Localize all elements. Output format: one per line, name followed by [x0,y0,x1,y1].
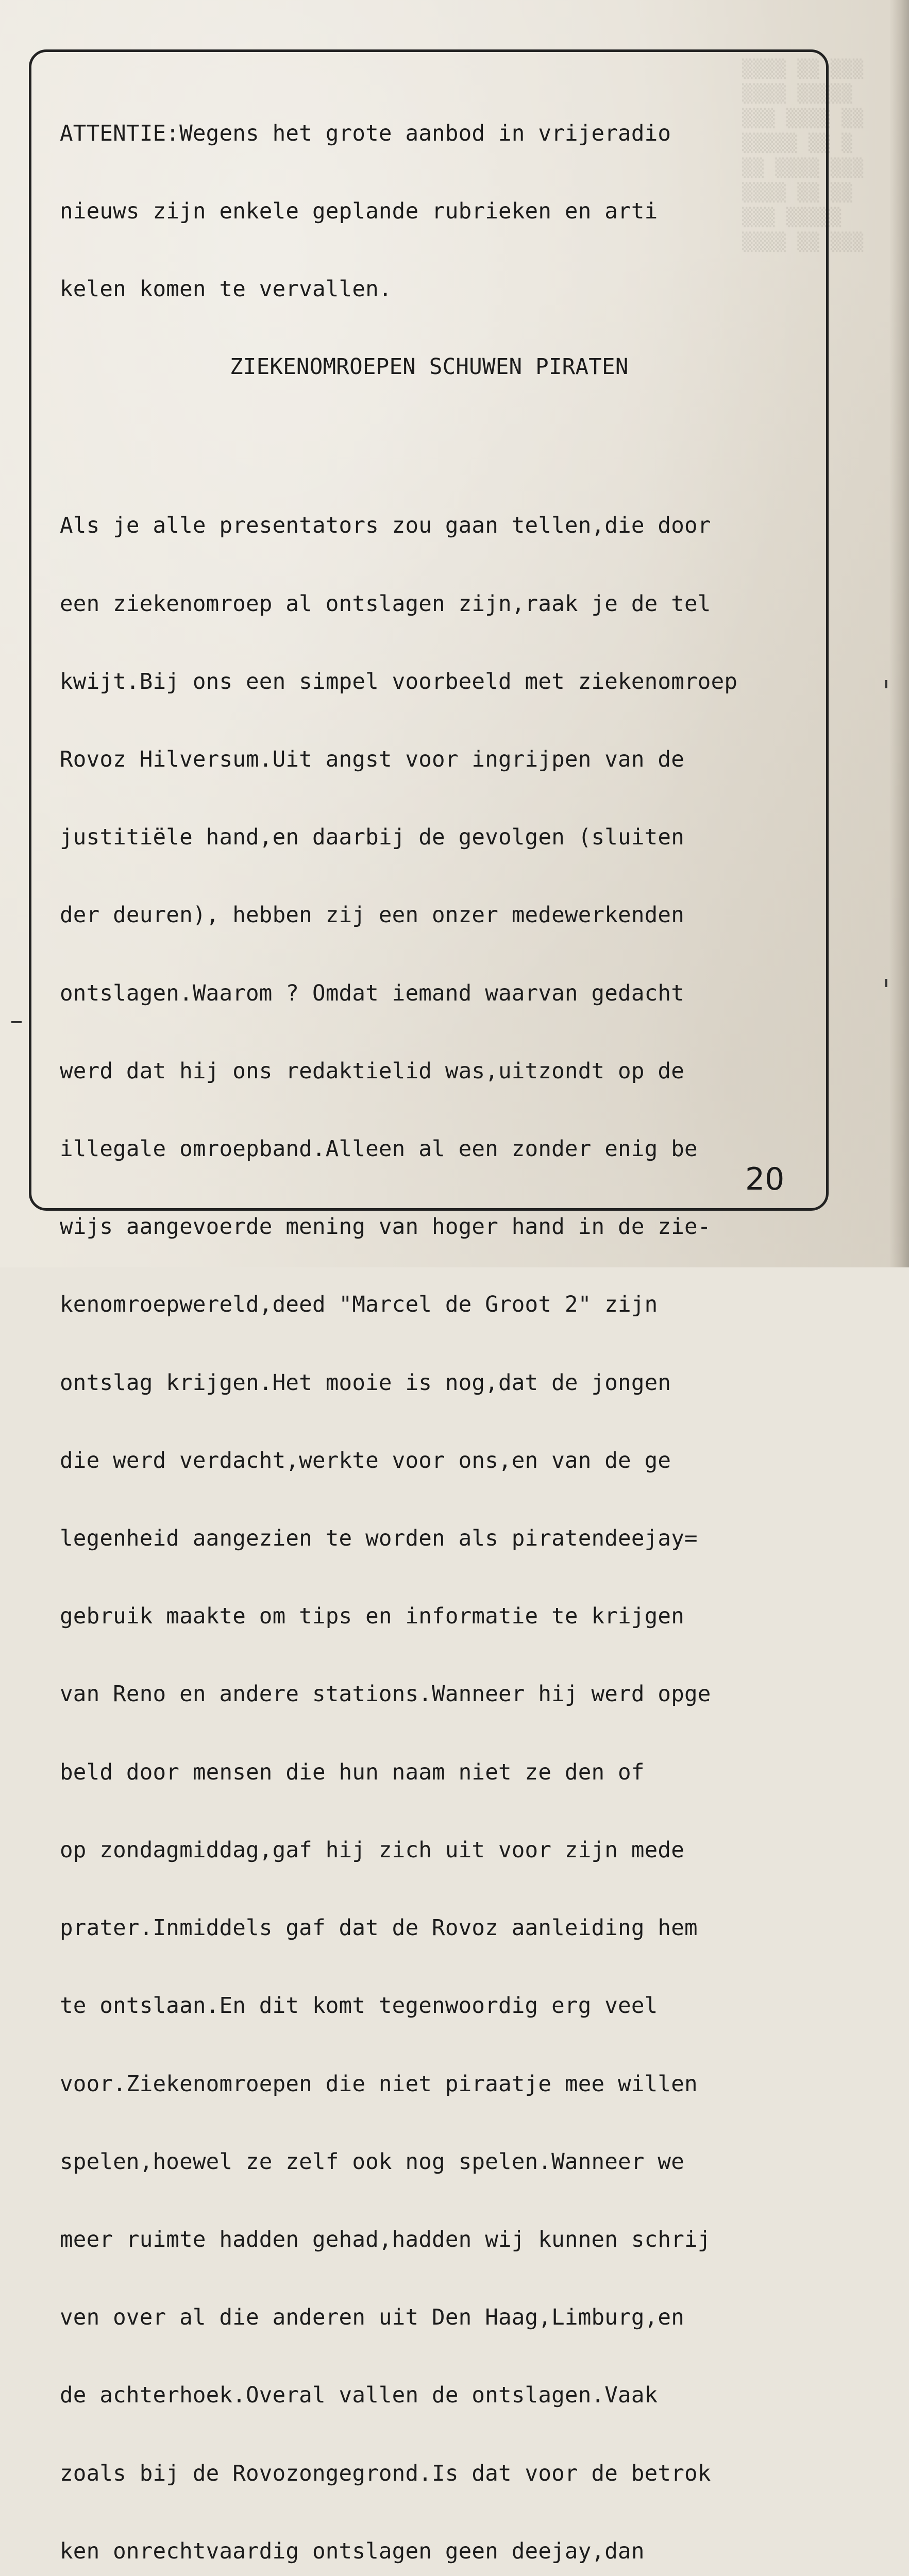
body-line: die werd verdacht,werkte voor ons,en van de ge [60,1448,671,1473]
body-line: de achterhoek.Overal vallen de ontslagen.Vaak [60,2383,658,2409]
stray-tick-mark [885,979,887,987]
body-line: voor.Ziekenomroepen die niet piraatje mee willen [60,2071,698,2097]
body-line: te ontslaan.En dit komt tegenwoordig erg veel [60,1993,658,2019]
body-line: ken onrechtvaardig ontslagen geen deejay,dan [60,2538,645,2564]
body-line: een ziekenomroep al ontslagen zijn,raak je de tel [60,591,711,617]
body-line: prater.Inmiddels gaf dat de Rovoz aanleiding hem [60,1916,698,1941]
body-line: gebruik maakte om tips en informatie te krijgen [60,1604,684,1630]
body-line: beld door mensen die hun naam niet ze den of [60,1759,645,1785]
article-title: ZIEKENOMROEPEN SCHUWEN PIRATEN [230,354,629,380]
bleed-through-texture: ▒▒▒▒ ▒▒ ▒▒▒ ▒▒▒▒ ▒▒▒▒▒ ▒▒▒ ▒▒▒▒ ▒▒ ▒▒▒▒▒ ▒▒ ▒ ▒▒ ▒▒▒▒ ▒▒▒ ▒▒▒▒ ▒▒ ▒▒ ▒▒▒ ▒▒▒▒▒ ▒▒▒▒ ▒▒ ▒▒▒ [742,59,864,252]
page-number: 20 [745,1161,785,1197]
stray-tick-mark [885,680,887,688]
body-line: ven over al die anderen uit Den Haag,Limburg,en [60,2305,684,2331]
body-line: der deuren), hebben zij een onzer medewerkenden [60,903,684,928]
binding-shadow [889,0,909,1267]
body-line: kwijt.Bij ons een simpel voorbeeld met ziekenomroep [60,669,738,694]
body-line: kenomroepwereld,deed "Marcel de Groot 2" zijn [60,1292,658,1318]
notice-line: kelen komen te vervallen. [60,277,392,302]
body-line: ontslagen.Waarom ? Omdat iemand waarvan gedacht [60,980,684,1006]
body-line: illegale omroepband.Alleen al een zonder enig be [60,1137,698,1162]
paragraph-gap [60,433,822,462]
notice-line: nieuws zijn enkele geplande rubrieken en arti [60,199,658,225]
body-line: werd dat hij ons redaktielid was,uitzondt op de [60,1058,684,1084]
body-line: meer ruimte hadden gehad,hadden wij kunnen schrij [60,2227,711,2252]
notice-line: ATTENTIE:Wegens het grote aanbod in vrijeradio [60,121,671,146]
body-line: zoals bij de Rovozongegrond.Is dat voor de betrok [60,2461,711,2486]
body-line: van Reno en andere stations.Wanneer hij werd opge [60,1682,711,1707]
body-line: justitiële hand,en daarbij de gevolgen (sluiten [60,825,684,851]
body-line: wijs aangevoerde mening van hoger hand in de zie- [60,1214,711,1240]
body-line: spelen,hoewel ze zelf ook nog spelen.Wanneer we [60,2149,684,2175]
stray-dash-mark [11,1021,22,1023]
body-line: legenheid aangezien te worden als piratendeejay= [60,1526,698,1552]
body-line: Rovoz Hilversum.Uit angst voor ingrijpen van de [60,747,684,773]
body-line: Als je alle presentators zou gaan tellen,die door [60,513,711,539]
body-line: ontslag krijgen.Het mooie is nog,dat de jongen [60,1370,671,1396]
body-line: op zondagmiddag,gaf hij zich uit voor zijn mede [60,1837,684,1863]
typed-text-block [60,69,822,2576]
